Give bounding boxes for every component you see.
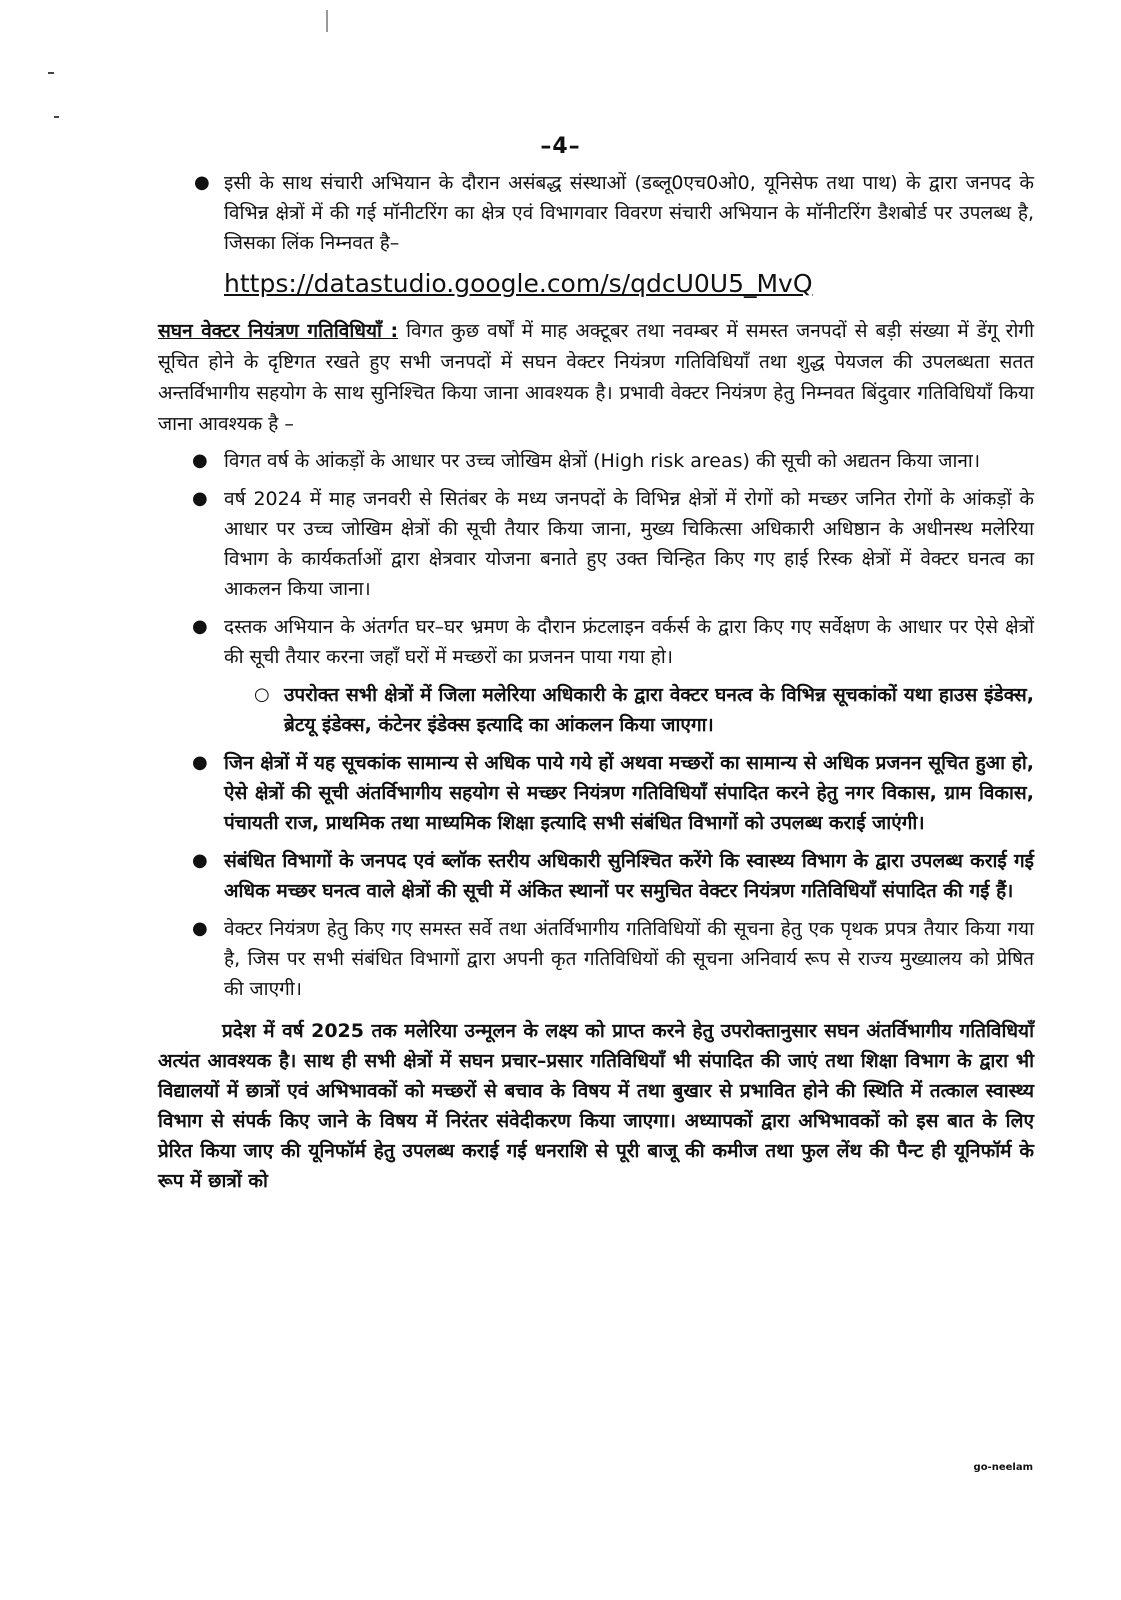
intro-bullet-text: इसी के साथ संचारी अभियान के दौरान असंबद्ध संस्थाओं (डब्लू0एच0ओ0, यूनिसेफ तथा पाथ) के द्वारा जनपद के विभिन्न क्षेत्रों में की गई मॉनीटरिंग का क्षेत्र एवं विभागवार विवरण संचारी अभियान के मॉनीटरिंग डैशबोर्ड पर उपलब्ध है, जिसका लिंक निम्नवत है– xyxy=(224,172,1034,254)
sub-list-item xyxy=(158,680,1034,740)
section-heading: सघन वेक्टर नियंत्रण गतिविधियाँ : xyxy=(158,320,399,342)
intro-bullet xyxy=(158,168,1034,258)
scan-speck xyxy=(326,10,328,32)
sub-list-item-text: उपरोक्त सभी क्षेत्रों में जिला मलेरिया अधिकारी के द्वारा वेक्टर घनत्व के विभिन्न सूचकांकों यथा हाउस इंडेक्स, ब्रेटयू इंडेक्स, कंटेनर इंडेक्स इत्यादि का आंकलन किया जाएगा। xyxy=(284,684,1034,736)
section-text: विगत कुछ वर्षों में माह अक्टूबर तथा नवम्बर में समस्त जनपदों से बड़ी संख्या में डेंगू रोगी सूचित होने के दृष्टिगत रखते हुए सभी जनपदों में सघन वेक्टर नियंत्रण गतिविधियाँ तथा शुद्ध पेयजल की उपलब्धता सतत अन्तर्विभागीय सहयोग के साथ सुनिश्चित किया जाना आवश्यक है। प्रभावी वेक्टर नियंत्रण हेतु निम्नवत बिंदुवार गतिविधियाँ किया जाना आवश्यक है – xyxy=(158,320,1034,435)
document-body xyxy=(158,168,1034,1196)
bullet-icon: ● xyxy=(192,752,208,773)
closing-paragraph: प्रदेश में वर्ष 2025 तक मलेरिया उन्मूलन के लक्ष्य को प्राप्त करने हेतु उपरोक्तानुसार सघन अंतर्विभागीय गतिविधियाँ अत्यंत आवश्यक है। साथ ही सभी क्षेत्रों में सघन प्रचार–प्रसार गतिविधियाँ भी संपादित की जाएं तथा शिक्षा विभाग के द्वारा भी विद्यालयों में छात्रों एवं अभिभावकों को मच्छरों से बचाव के विषय में तथा बुखार से प्रभावित होने की स्थिति में तत्काल स्वास्थ्य विभाग से संपर्क किए जाने के विषय में निरंतर संवेदीकरण किया जाएगा। अध्यापकों द्वारा अभिभावकों को इस बात के लिए प्रेरित किया जाए की यूनिफॉर्म हेतु उपलब्ध कराई गई धनराशि से पूरी बाजू की कमीज तथा फुल लेंथ की पैन्ट ही यूनिफॉर्म के रूप में छात्रों को xyxy=(158,1020,1034,1192)
list-item xyxy=(158,914,1034,1004)
list-item-text: वेक्टर नियंत्रण हेतु किए गए समस्त सर्वे तथा अंतर्विभागीय गतिविधियों की सूचना हेतु एक पृथक प्रपत्र तैयार किया गया है, जिस पर सभी संबंधित विभागों द्वारा अपनी कृत गतिविधियों की सूचना अनिवार्य रूप से राज्य मुख्यालय को प्रेषित की जाएगी। xyxy=(224,918,1034,1000)
dashboard-link[interactable]: https://datastudio.google.com/s/qdcU0U5_MvQ xyxy=(224,269,813,298)
list-item-text: जिन क्षेत्रों में यह सूचकांक सामान्य से अधिक पाये गये हों अथवा मच्छरों का सामान्य से अधिक प्रजनन सूचित हुआ हो, ऐसे क्षेत्रों की सूची अंतर्विभागीय सहयोग से मच्छर नियंत्रण गतिविधियाँ संपादित करने हेतु नगर विकास, ग्राम विकास, पंचायती राज, प्राथमिक तथा माध्यमिक शिक्षा इत्यादि सभी संबंधित विभागों को उपलब्ध कराई जाएंगी। xyxy=(224,752,1034,834)
list-item xyxy=(158,484,1034,604)
list-item-text: संबंधित विभागों के जनपद एवं ब्लॉक स्तरीय अधिकारी सुनिश्चित करेंगे कि स्वास्थ्य विभाग के द्वारा उपलब्ध कराई गई अधिक मच्छर घनत्व वाले क्षेत्रों की सूची में अंकित स्थानों पर समुचित वेक्टर नियंत्रण गतिविधियाँ संपादित की गई हैं। xyxy=(224,850,1034,902)
bullet-icon: ● xyxy=(192,850,208,871)
scan-speck xyxy=(48,72,54,74)
circle-bullet-icon: ○ xyxy=(254,684,270,705)
scan-speck xyxy=(54,116,59,118)
footer-code: go-neelam xyxy=(973,1462,1033,1473)
page-number: –4– xyxy=(540,134,581,159)
list-item xyxy=(158,748,1034,838)
vector-control-section xyxy=(158,316,1034,440)
list-item xyxy=(158,612,1034,672)
bullet-icon: ● xyxy=(192,918,208,939)
list-item-text: विगत वर्ष के आंकड़ों के आधार पर उच्च जोखिम क्षेत्रों (High risk areas) की सूची को अद्यतन किया जाना। xyxy=(224,450,981,472)
bullet-icon: ● xyxy=(192,488,208,509)
bullet-icon: ● xyxy=(194,172,210,193)
list-item-text: वर्ष 2024 में माह जनवरी से सितंबर के मध्य जनपदों के विभिन्न क्षेत्रों में रोगों को मच्छर जनित रोगों के आंकड़ों के आधार पर उच्च जोखिम क्षेत्रों की सूची तैयार किया जाना, मुख्य चिकित्सा अधिकारी अधिष्ठान के अधीनस्थ मलेरिया विभाग के कार्यकर्ताओं द्वारा क्षेत्रवार योजना बनाते हुए उक्त चिन्हित किए गए हाई रिस्क क्षेत्रों में वेक्टर घनत्व का आकलन किया जाना। xyxy=(224,488,1034,600)
list-item xyxy=(158,846,1034,906)
bullet-icon: ● xyxy=(192,616,208,637)
list-item-text: दस्तक अभियान के अंतर्गत घर–घर भ्रमण के दौरान फ्रंटलाइन वर्कर्स के द्वारा किए गए सर्वेक्षण के आधार पर ऐसे क्षेत्रों की सूची तैयार करना जहाँ घरों में मच्छरों का प्रजनन पाया गया हो। xyxy=(224,616,1034,668)
list-item xyxy=(158,446,1034,476)
bullet-icon: ● xyxy=(192,450,208,471)
